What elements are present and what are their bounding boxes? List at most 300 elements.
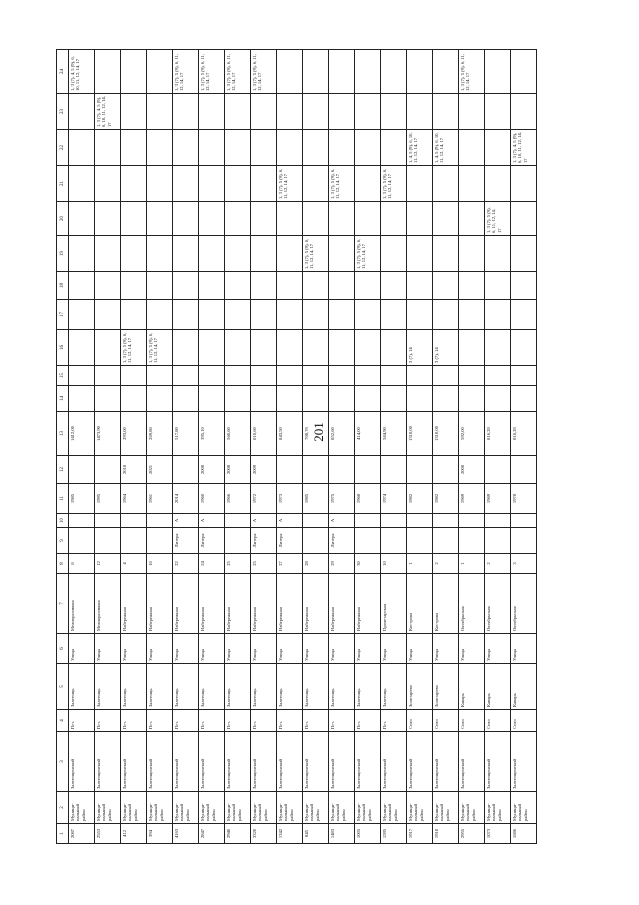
table-row xyxy=(121,50,147,844)
table-cell: Улица xyxy=(147,634,173,664)
table-cell: 1412,00 xyxy=(69,412,95,456)
table-cell xyxy=(329,386,355,412)
table-cell xyxy=(147,236,173,272)
table-cell: 1968 xyxy=(355,484,381,514)
table-row xyxy=(147,50,173,844)
table-cell xyxy=(225,528,251,554)
table-cell: Залегощь xyxy=(95,664,121,710)
table-cell xyxy=(433,300,459,330)
table-cell xyxy=(485,386,511,412)
table-cell: Улица xyxy=(69,634,95,664)
table-cell xyxy=(511,300,537,330)
table-cell xyxy=(303,386,329,412)
column-header: 5 xyxy=(57,664,69,710)
table-cell: Улица xyxy=(225,634,251,664)
table-cell: Залегощь xyxy=(225,664,251,710)
table-cell: 2087 xyxy=(69,824,95,844)
column-header: 10 xyxy=(57,514,69,528)
table-cell xyxy=(277,456,303,484)
table-cell xyxy=(355,514,381,528)
housing-register-table xyxy=(56,49,537,844)
table-cell xyxy=(199,386,225,412)
column-header: 17 xyxy=(57,300,69,330)
table-cell xyxy=(69,366,95,386)
column-header: 21 xyxy=(57,166,69,202)
table-cell xyxy=(147,130,173,166)
table-cell: Набережная xyxy=(329,574,355,634)
table-cell xyxy=(459,130,485,166)
table-cell: Мелиоративная xyxy=(69,574,95,634)
table-cell: 12 xyxy=(95,554,121,574)
table-cell xyxy=(485,130,511,166)
table-cell: Муници-пальный район xyxy=(355,792,381,824)
table-row xyxy=(511,50,537,844)
table-cell: Залегощенский xyxy=(511,732,537,792)
table-cell: 1, 3 (7), 5 (9), 6, 11, 12, 14, 17 xyxy=(277,166,303,202)
table-cell xyxy=(485,514,511,528)
table-cell: Муници-пальный район xyxy=(329,792,355,824)
table-cell xyxy=(485,330,511,366)
table-cell xyxy=(121,300,147,330)
table-cell: 1, 3 (7), 5 (9), 6, 11, 12, 14, 17 xyxy=(329,166,355,202)
table-cell: 269,80 xyxy=(147,412,173,456)
table-cell: 592,00 xyxy=(459,412,485,456)
table-row xyxy=(329,50,355,844)
table-cell: Пгт. xyxy=(303,710,329,732)
table-cell: Залегощенский xyxy=(251,732,277,792)
table-cell: 1686 xyxy=(511,824,537,844)
table-cell xyxy=(381,50,407,94)
table-cell: Пгт. xyxy=(95,710,121,732)
column-header: 9 xyxy=(57,528,69,554)
table-cell xyxy=(407,236,433,272)
table-cell xyxy=(147,386,173,412)
table-cell xyxy=(329,94,355,130)
table-cell: Залегощь xyxy=(277,664,303,710)
table-cell: 2014 xyxy=(173,484,199,514)
table-cell: Набережная xyxy=(199,574,225,634)
table-cell xyxy=(433,236,459,272)
table-cell: Улица xyxy=(407,634,433,664)
table-cell xyxy=(355,50,381,94)
table-cell: Улица xyxy=(277,634,303,664)
table-cell: Село xyxy=(407,710,433,732)
table-cell xyxy=(147,528,173,554)
table-cell xyxy=(303,366,329,386)
table-cell: 1917 xyxy=(407,824,433,844)
table-cell xyxy=(147,366,173,386)
table-cell: 414,00 xyxy=(355,412,381,456)
table-cell xyxy=(95,130,121,166)
table-cell xyxy=(95,202,121,236)
table-cell: 1, 3 (7), 5 (9), 6, 11, 12, 14, 17 xyxy=(303,236,329,272)
table-cell xyxy=(303,130,329,166)
table-cell: Залегощь xyxy=(199,664,225,710)
table-cell xyxy=(173,166,199,202)
table-row xyxy=(95,50,121,844)
table-cell: Каварь xyxy=(459,664,485,710)
table-row xyxy=(251,50,277,844)
table-cell xyxy=(225,94,251,130)
table-cell xyxy=(511,272,537,300)
table-cell xyxy=(459,94,485,130)
table-cell xyxy=(381,300,407,330)
table-cell xyxy=(433,514,459,528)
table-cell: 2008 xyxy=(199,456,225,484)
table-row xyxy=(381,50,407,844)
table-cell: Улица xyxy=(433,634,459,664)
table-cell xyxy=(277,386,303,412)
table-cell xyxy=(355,130,381,166)
table-cell xyxy=(251,202,277,236)
table-cell xyxy=(485,236,511,272)
table-cell xyxy=(225,300,251,330)
table-cell xyxy=(277,330,303,366)
table-cell: 27 xyxy=(277,554,303,574)
table-cell xyxy=(225,202,251,236)
table-cell: Залегощенский xyxy=(355,732,381,792)
table-cell: 293,00 xyxy=(121,412,147,456)
table-cell: 1, 3 (7), 5 (9), 6, 11, 12, 14, 17 xyxy=(225,50,251,94)
table-cell: Муници-пальный район xyxy=(511,792,537,824)
table-cell: 1, 3 (7), 4, 5 (9), 6, 10, 11, 12, 14, 17 xyxy=(69,50,95,94)
table-cell xyxy=(121,386,147,412)
table-cell: 1974 xyxy=(381,484,407,514)
table-cell xyxy=(485,528,511,554)
table-cell xyxy=(381,456,407,484)
table-cell xyxy=(329,130,355,166)
table-cell: 2 xyxy=(433,554,459,574)
table-cell xyxy=(69,94,95,130)
table-cell xyxy=(199,130,225,166)
table-cell: Село xyxy=(485,710,511,732)
table-cell xyxy=(511,514,537,528)
table-cell: Улица xyxy=(303,634,329,664)
table-cell: 395,10 xyxy=(199,412,225,456)
table-cell xyxy=(121,50,147,94)
table-cell: Пгт. xyxy=(251,710,277,732)
table-cell: Октябрьская xyxy=(511,574,537,634)
table-cell xyxy=(381,528,407,554)
table-cell xyxy=(173,366,199,386)
table-cell: 1595 xyxy=(381,824,407,844)
table-row xyxy=(173,50,199,844)
table-cell: 1, 3 (7), 5 (9), 6, 11, 12, 14, 17 xyxy=(173,50,199,94)
table-cell xyxy=(147,202,173,236)
table-cell: 1310,00 xyxy=(407,412,433,456)
table-cell xyxy=(459,514,485,528)
table-cell xyxy=(511,528,537,554)
table-cell xyxy=(381,202,407,236)
table-cell: Октябрьская xyxy=(485,574,511,634)
table-cell xyxy=(433,272,459,300)
table-cell: Золотарево xyxy=(407,664,433,710)
table-cell: 1985 xyxy=(69,484,95,514)
table-cell xyxy=(407,166,433,202)
table-cell: Муници-пальный район xyxy=(121,792,147,824)
table-cell xyxy=(69,166,95,202)
column-header: 24 xyxy=(57,50,69,94)
table-cell xyxy=(407,456,433,484)
table-cell: А xyxy=(173,514,199,528)
column-header: 1 xyxy=(57,824,69,844)
table-cell xyxy=(511,330,537,366)
table-cell: 1, 3 (7), 5 (9), 6, 11, 12, 14, 17 xyxy=(381,166,407,202)
table-cell: Залегощенский xyxy=(485,732,511,792)
table-cell: Залегощенский xyxy=(381,732,407,792)
table-cell: Залегощенский xyxy=(303,732,329,792)
table-cell xyxy=(303,514,329,528)
table-cell: 1978 xyxy=(511,484,537,514)
table-cell xyxy=(459,330,485,366)
table-cell: 584,90 xyxy=(381,412,407,456)
table-cell: Набережная xyxy=(251,574,277,634)
table-cell: Пгт. xyxy=(121,710,147,732)
table-row xyxy=(199,50,225,844)
table-cell: 1964 xyxy=(121,484,147,514)
table-cell: 816,20 xyxy=(511,412,537,456)
table-cell: Залегощь xyxy=(173,664,199,710)
table-cell xyxy=(225,514,251,528)
table-row xyxy=(355,50,381,844)
table-cell: Залегощь xyxy=(355,664,381,710)
table-cell: Залегощь xyxy=(303,664,329,710)
table-cell xyxy=(251,236,277,272)
table-cell xyxy=(511,386,537,412)
table-cell: Каварь xyxy=(511,664,537,710)
table-cell: Пгт. xyxy=(329,710,355,732)
table-cell xyxy=(485,166,511,202)
column-header: 18 xyxy=(57,272,69,300)
table-cell xyxy=(355,166,381,202)
table-cell: Пгт. xyxy=(69,710,95,732)
table-cell xyxy=(303,300,329,330)
table-cell: 1973 xyxy=(277,484,303,514)
table-cell: Залегощь xyxy=(251,664,277,710)
table-cell: Муници-пальный район xyxy=(459,792,485,824)
table-cell: 25 xyxy=(251,554,277,574)
table-cell xyxy=(355,456,381,484)
table-cell xyxy=(251,272,277,300)
table-cell: 1969 xyxy=(459,484,485,514)
table-cell xyxy=(225,166,251,202)
table-cell: 1, 4, 5 (9), 6, 10, 11, 12, 14, 17 xyxy=(433,130,459,166)
table-cell: Кострова xyxy=(433,574,459,634)
table-cell xyxy=(69,386,95,412)
table-cell xyxy=(459,300,485,330)
table-cell xyxy=(459,236,485,272)
table-cell xyxy=(407,300,433,330)
table-cell: 708,70 xyxy=(303,412,329,456)
table-cell xyxy=(147,166,173,202)
table-cell: Каварь xyxy=(485,664,511,710)
table-cell xyxy=(173,330,199,366)
table-cell xyxy=(277,366,303,386)
table-cell: 2847 xyxy=(199,824,225,844)
table-cell: Улица xyxy=(355,634,381,664)
table-cell xyxy=(407,386,433,412)
table-cell: 28 xyxy=(303,554,329,574)
table-cell: 845 xyxy=(303,824,329,844)
table-cell: 4163 xyxy=(173,824,199,844)
table-cell: А xyxy=(329,514,355,528)
column-header: 22 xyxy=(57,130,69,166)
table-cell xyxy=(95,272,121,300)
table-cell: Пгт. xyxy=(355,710,381,732)
table-cell xyxy=(277,272,303,300)
table-cell: Муници-пальный район xyxy=(277,792,303,824)
table-cell: Набережная xyxy=(173,574,199,634)
table-cell: 1985 xyxy=(303,484,329,514)
table-cell: Набережная xyxy=(355,574,381,634)
table-row xyxy=(459,50,485,844)
table-cell xyxy=(329,50,355,94)
table-row xyxy=(433,50,459,844)
table-cell: Набережная xyxy=(147,574,173,634)
table-cell: 1, 3 (7), 5 (9), 6, 11, 12, 14, 17 xyxy=(121,330,147,366)
table-cell: Набережная xyxy=(121,574,147,634)
table-cell xyxy=(459,272,485,300)
table-cell: Пгт. xyxy=(147,710,173,732)
table-cell xyxy=(511,94,537,130)
table-cell: 10 xyxy=(381,554,407,574)
table-cell xyxy=(121,94,147,130)
table-cell: Село xyxy=(433,710,459,732)
table-cell: Залегощенский xyxy=(329,732,355,792)
table-cell xyxy=(511,236,537,272)
table-cell: Литера xyxy=(277,528,303,554)
table-cell: Муници-пальный район xyxy=(433,792,459,824)
table-cell xyxy=(303,272,329,300)
column-header: 19 xyxy=(57,236,69,272)
table-cell xyxy=(459,386,485,412)
table-cell xyxy=(459,366,485,386)
column-header: 16 xyxy=(57,330,69,366)
table-cell xyxy=(511,202,537,236)
table-cell: 810,60 xyxy=(251,412,277,456)
table-cell xyxy=(329,366,355,386)
table-row xyxy=(69,50,95,844)
table-cell: 2955 xyxy=(459,824,485,844)
table-cell xyxy=(121,514,147,528)
table-cell xyxy=(329,330,355,366)
table-cell xyxy=(251,386,277,412)
table-cell xyxy=(225,236,251,272)
table-cell xyxy=(121,130,147,166)
table-cell: 1, 3 (7), 4, 5 (9), 6, 10, 11, 12, 14, 17 xyxy=(511,130,537,166)
table-cell: Улица xyxy=(173,634,199,664)
table-cell: Муници-пальный район xyxy=(173,792,199,824)
table-cell: Пгт. xyxy=(173,710,199,732)
table-row xyxy=(225,50,251,844)
table-cell: 2008 xyxy=(459,456,485,484)
table-cell xyxy=(511,456,537,484)
table-cell xyxy=(95,300,121,330)
table-cell xyxy=(433,166,459,202)
table-cell: Залегощь xyxy=(147,664,173,710)
table-cell xyxy=(69,528,95,554)
table-cell xyxy=(407,366,433,386)
table-cell xyxy=(199,366,225,386)
table-cell xyxy=(147,94,173,130)
table-cell: 1005 xyxy=(355,824,381,844)
table-cell xyxy=(433,50,459,94)
table-cell xyxy=(225,130,251,166)
table-cell: Муници-пальный район xyxy=(381,792,407,824)
table-cell: 1473,90 xyxy=(95,412,121,456)
table-cell: 2021 xyxy=(147,456,173,484)
table-cell: 30 xyxy=(355,554,381,574)
table-cell: Залегощенский xyxy=(225,732,251,792)
table-cell: Залегощенский xyxy=(459,732,485,792)
table-cell: Улица xyxy=(251,634,277,664)
table-cell xyxy=(173,386,199,412)
table-cell xyxy=(251,130,277,166)
table-cell: Улица xyxy=(511,634,537,664)
table-cell xyxy=(95,50,121,94)
table-cell: Муници-пальный район xyxy=(407,792,433,824)
table-cell xyxy=(199,330,225,366)
table-cell xyxy=(303,202,329,236)
column-header: 15 xyxy=(57,366,69,386)
table-cell: Набережная xyxy=(225,574,251,634)
table-cell xyxy=(303,166,329,202)
table-cell xyxy=(381,514,407,528)
table-cell: Мелиоративная xyxy=(95,574,121,634)
table-cell: Пгт. xyxy=(225,710,251,732)
table-cell: Залегощенский xyxy=(95,732,121,792)
table-cell xyxy=(121,166,147,202)
table-cell xyxy=(355,386,381,412)
table-cell: 25 xyxy=(225,554,251,574)
table-cell: Село xyxy=(511,710,537,732)
table-cell: А xyxy=(277,514,303,528)
table-cell xyxy=(277,50,303,94)
table-cell xyxy=(69,130,95,166)
table-cell: 1995 xyxy=(95,484,121,514)
table-cell: Муници-пальный район xyxy=(147,792,173,824)
table-cell xyxy=(95,514,121,528)
table-cell: 1, 3 (7), 5 (9), 6, 11, 12, 14, 17 xyxy=(459,50,485,94)
table-cell: 1, 3 (7), 5 (9), 6, 11, 12, 14, 17 xyxy=(355,236,381,272)
table-cell xyxy=(355,300,381,330)
table-cell: Залегощенский xyxy=(121,732,147,792)
table-cell: А xyxy=(199,514,225,528)
table-cell: Улица xyxy=(381,634,407,664)
table-cell xyxy=(225,330,251,366)
table-cell xyxy=(69,300,95,330)
table-cell xyxy=(329,272,355,300)
table-cell: Залегощь xyxy=(121,664,147,710)
table-cell xyxy=(303,330,329,366)
table-cell: 394 xyxy=(147,824,173,844)
table-cell: Октябрьская xyxy=(459,574,485,634)
table-cell xyxy=(355,366,381,386)
table-cell xyxy=(69,272,95,300)
table-cell: 2553 xyxy=(95,824,121,844)
table-cell: 3 (7), 14 xyxy=(407,330,433,366)
table-cell: Муници-пальный район xyxy=(199,792,225,824)
column-header: 14 xyxy=(57,386,69,412)
column-header: 6 xyxy=(57,634,69,664)
table-cell: Пролетарская xyxy=(381,574,407,634)
table-cell: Литера xyxy=(329,528,355,554)
table-cell xyxy=(95,366,121,386)
table-cell xyxy=(485,456,511,484)
table-cell xyxy=(355,202,381,236)
table-cell xyxy=(355,330,381,366)
column-header: 12 xyxy=(57,456,69,484)
